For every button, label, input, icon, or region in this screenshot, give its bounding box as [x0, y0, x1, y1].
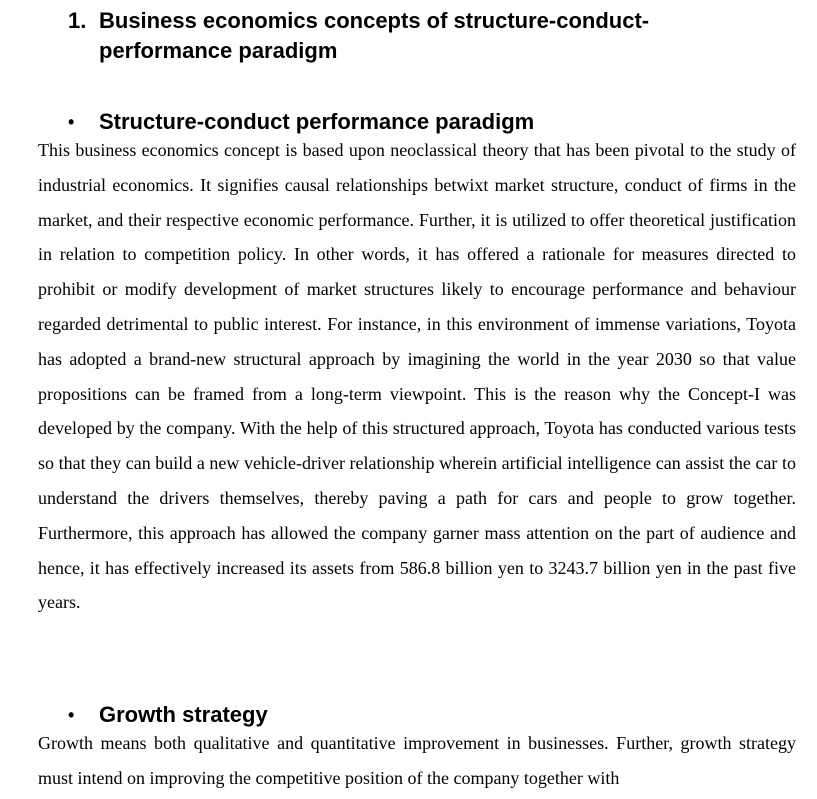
bullet-icon: •: [68, 705, 75, 725]
paragraph-structure-conduct: This business economics concept is based upon neoclassical theory that has been pivotal to the study of industrial economics. It signifies causal relationships betwixt market structure, conduct of firms in the market, and their respective economic performance. Further, it is utilized to offer theoretical justification in relation to competition policy. In other words, it has offered a rationale for measures directed to prohibit or modify development of market structures likely to encourage performance and behaviour regarded detrimental to public interest. For instance, in this environment of immense variations, Toyota has adopted a brand-new structural approach by imagining the world in the year 2030 so that value propositions can be framed from a long-term viewpoint. This is the reason why the Concept-I was developed by the company. With the help of this structured approach, Toyota has conducted various tests so that they can build a new vehicle-driver relationship wherein artificial intelligence can assist the car to understand the drivers themselves, thereby paving a path for cars and people to grow together. Furthermore, this approach has allowed the company garner mass attention on the part of audience and hence, it has effectively increased its assets from 586.8 billion yen to 3243.7 billion yen in the past five years.: [38, 140, 796, 613]
subheading-title: Growth strategy: [99, 702, 268, 727]
heading-title: Business economics concepts of structure-conduct-performance paradigm: [99, 8, 650, 63]
section-heading: [68, 6, 768, 66]
subheading-structure-conduct: [68, 108, 534, 136]
paragraph-growth-strategy: Growth means both qualitative and quantitative improvement in businesses. Further, growth strategy must intend on improving the competitive position of the company together with: [38, 733, 796, 788]
bullet-icon: •: [68, 112, 75, 132]
heading-number: 1.: [68, 8, 87, 33]
subheading-growth-strategy: [68, 701, 268, 729]
subheading-title: Structure-conduct performance paradigm: [99, 109, 535, 134]
